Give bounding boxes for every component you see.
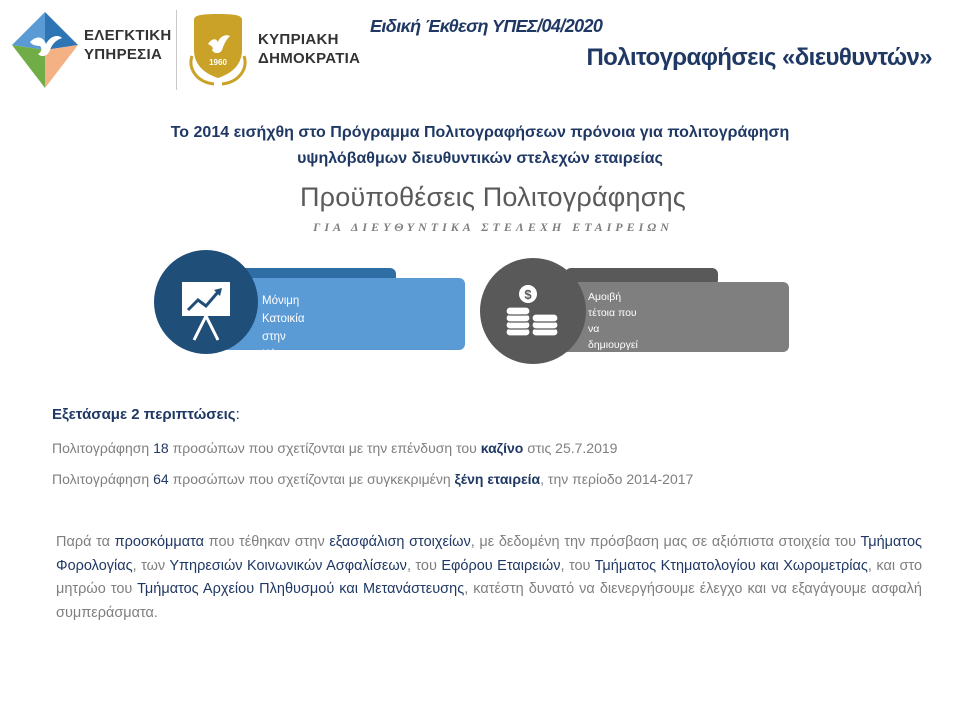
- card-panel: [222, 278, 465, 350]
- para-highlight: Τμήματος Αρχείου Πληθυσμού και Μετανάστευσης: [137, 581, 465, 597]
- case-item: [52, 440, 617, 456]
- case-text-c: στις 25.7.2019: [523, 440, 618, 456]
- chart-presentation-icon: [180, 280, 232, 347]
- conclusion-paragraph: [56, 531, 922, 625]
- page-title: Πολιτογραφήσεις «διευθυντών»: [586, 44, 932, 71]
- intro-line1: Το 2014 εισήχθη στο Πρόγραμμα Πολιτογραφήσεων πρόνοια για πολιτογράφηση: [170, 124, 790, 141]
- audit-office-logo-icon: [12, 12, 78, 93]
- cases-heading-text: Εξετάσαμε 2 περιπτώσεις: [52, 406, 236, 423]
- audit-office-line1: ΕΛΕΓΚΤΙΚΗ: [84, 27, 172, 44]
- card-line3: €100.000 σε 3 χρόνια: [588, 387, 647, 415]
- cyprus-emblem-icon: [186, 12, 250, 93]
- case-text-b: προσώπων που σχετίζονται με την επένδυση του: [168, 440, 481, 456]
- republic-line1: ΚΥΠΡΙΑΚΗ: [258, 31, 339, 48]
- case-number: 18: [153, 440, 169, 456]
- logo-divider: [176, 10, 177, 90]
- cyprus-republic-name: [258, 30, 360, 68]
- card-line1: Αμοιβή τέτοια που να: [588, 291, 637, 335]
- coins-icon: [504, 284, 562, 345]
- card-line1: Μόνιμη Κατοικία στην Κύπρο: [262, 295, 305, 361]
- para-highlight: Τμήματος Φορολογίας: [56, 534, 922, 574]
- case-text-b: προσώπων που σχετίζονται με συγκεκριμένη: [168, 471, 455, 487]
- case-keyword: ξένη εταιρεία: [454, 471, 541, 487]
- intro-line2: υψηλόβαθμων διευθυντικών στελεχών εταιρείας: [297, 150, 663, 167]
- para-text: , με δεδομένη την πρόσβαση μας σε αξιόπιστα στοιχεία του: [470, 534, 861, 550]
- card-line2-a: δημιουργεί: [588, 339, 638, 351]
- case-number: 64: [153, 471, 169, 487]
- para-highlight: Υπηρεσιών Κοινωνικών Ασφαλίσεων: [169, 557, 407, 574]
- para-highlight: Τμήματος Κτηματολογίου και Χωρομετρίας: [594, 557, 868, 574]
- card-line2: €500.000 + ΦΠΑ: [262, 367, 310, 397]
- requirements-title: Προϋποθέσεις Πολιτογράφησης: [299, 182, 687, 212]
- audit-office-name: [84, 26, 172, 64]
- svg-text:$: $: [524, 287, 532, 302]
- case-text-a: Πολιτογράφηση: [52, 440, 154, 456]
- emblem-year: 1960: [209, 58, 227, 67]
- card-line2: [588, 337, 648, 385]
- case-text-a: Πολιτογράφηση: [52, 471, 154, 487]
- para-highlight: προσκόμματα: [114, 534, 205, 550]
- para-text: , του: [560, 557, 595, 574]
- case-keyword: καζίνο: [480, 440, 524, 456]
- audit-office-line2: ΥΠΗΡΕΣΙΑ: [84, 46, 163, 63]
- para-text: που τέθηκαν στην: [204, 534, 330, 550]
- requirements-subtitle: ΓΙΑ ΔΙΕΥΘΥΝΤΙΚΑ ΣΤΕΛΕΧΗ ΕΤΑΙΡΕΙΩΝ: [313, 220, 673, 234]
- report-id: Ειδική Έκθεση ΥΠΕΣ/04/2020: [370, 16, 603, 36]
- intro-text: [80, 120, 880, 172]
- cases-heading-colon: :: [235, 406, 240, 423]
- republic-line2: ΔΗΜΟΚΡΑΤΙΑ: [258, 50, 361, 67]
- case-text-c: , την περίοδο 2014-2017: [540, 471, 694, 487]
- para-text: , των: [132, 557, 170, 574]
- case-item: [52, 471, 693, 487]
- card-text: [262, 292, 310, 400]
- para-text: Παρά τα: [56, 534, 115, 550]
- para-text: , και στο μητρώο του: [56, 557, 923, 597]
- cases-heading: [52, 406, 240, 423]
- card-line2-b: φορολογικά έσοδα: [588, 355, 648, 383]
- para-highlight: Εφόρου Εταιρειών: [441, 557, 561, 574]
- para-text: , του: [406, 557, 442, 574]
- para-highlight: εξασφάλιση στοιχείων: [329, 534, 471, 550]
- card-text: [588, 289, 648, 417]
- para-text: , κατέστη δυνατό να διενεργήσουμε έλεγχο και να εξαγάγουμε ασφαλή συμπεράσματα.: [56, 581, 922, 621]
